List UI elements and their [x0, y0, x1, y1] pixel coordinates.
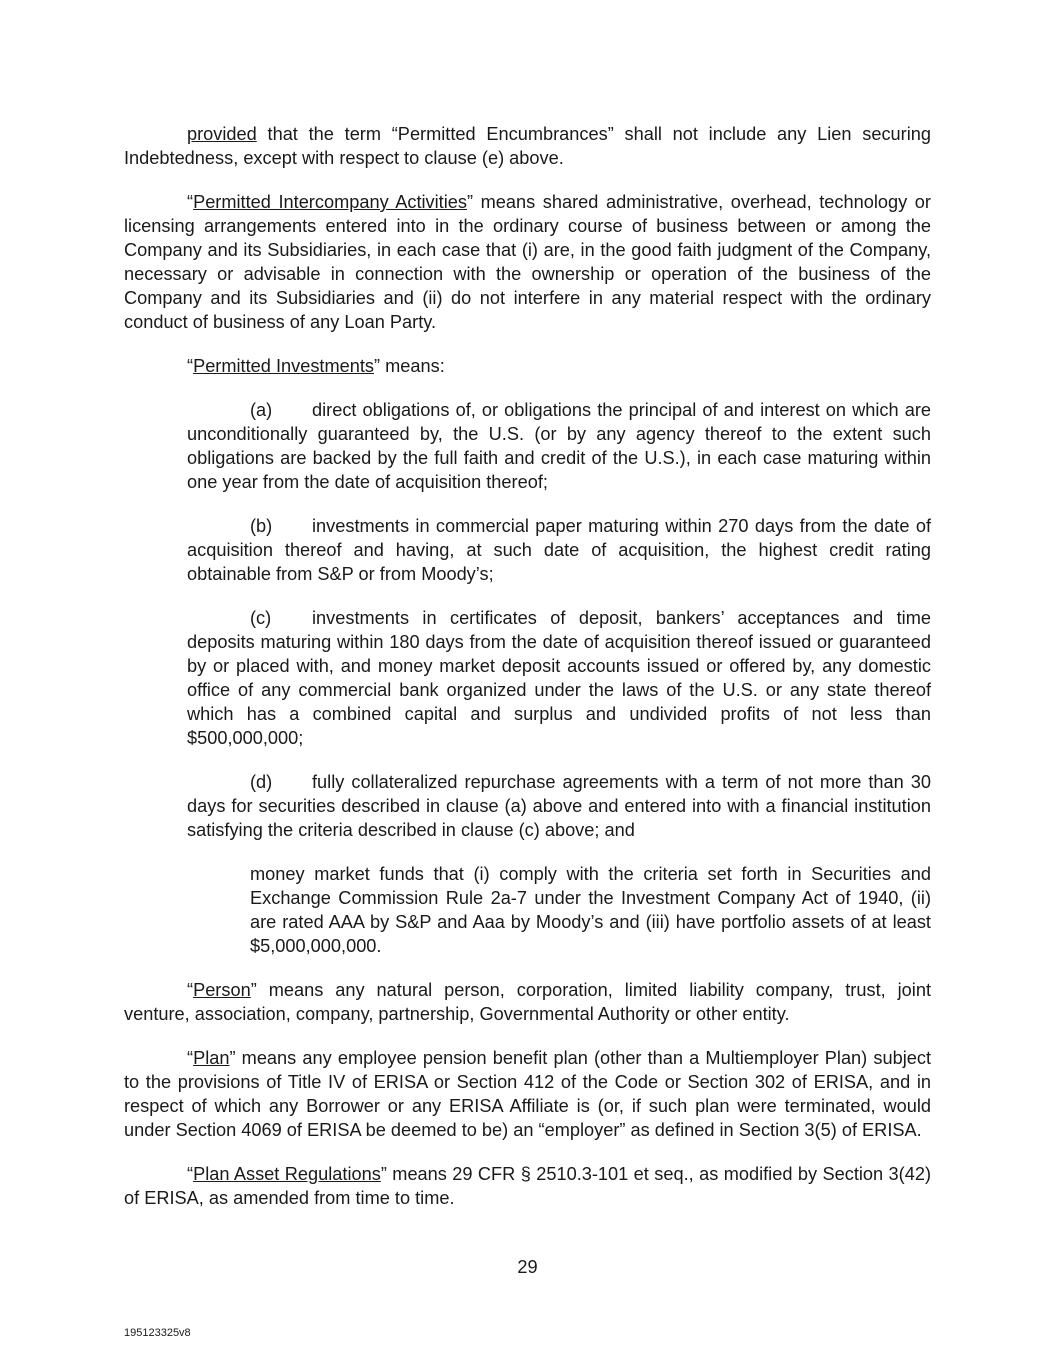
definition-text: ” means any employee pension benefit plan (other than a Multiemployer Plan) subject to the provisions of Title IV of ERISA or Section 412 of the Code or Section 302 of ERISA, and in respect of which any Borrower or any ERISA Affiliate is (or, if such plan were terminated, would under Section 4069 of ERISA be deemed to be) an “employer” as defined in Section 3(5) of ERISA.: [124, 1048, 931, 1140]
definition-plan: [124, 1046, 931, 1142]
open-quote: “: [187, 1164, 194, 1184]
defined-term: Permitted Intercompany Activities: [193, 192, 467, 212]
clause-label: (d): [250, 772, 273, 792]
definition-person: [124, 978, 931, 1026]
defined-term: Plan Asset Regulations: [193, 1164, 381, 1184]
open-quote: “: [187, 356, 194, 376]
clause-text: investments in certificates of deposit, bankers’ acceptances and time deposits maturing within 180 days from the date of acquisition thereof issued or guaranteed by or placed with, and money market deposit accounts issued or offered by, any domestic office of any commercial bank organized under the laws of the U.S. or any state thereof which has a combined capital and surplus and undivided profits of not less than $500,000,000;: [187, 608, 931, 748]
clause-a: [187, 398, 931, 494]
definition-plan-asset-regulations: [124, 1162, 931, 1210]
clause-text: fully collateralized repurchase agreements with a term of not more than 30 days for securities described in clause (a) above and entered into with a financial institution satisfying the criteria described in clause (c) above; and: [187, 772, 931, 840]
document-id: 195123325v8: [124, 1327, 191, 1339]
paragraph-text: that the term “Permitted Encumbrances” shall not include any Lien securing Indebtedness, except with respect to clause (e) above.: [124, 124, 931, 168]
clause-label: (a): [250, 400, 273, 420]
defined-term: Permitted Investments: [193, 356, 374, 376]
defined-term: Person: [193, 980, 251, 1000]
clause-b: [187, 514, 931, 586]
open-quote: “: [187, 192, 194, 212]
clause-c: [187, 606, 931, 750]
document-body: [124, 122, 931, 1230]
definition-permitted-investments: [124, 354, 931, 378]
defined-term: Plan: [193, 1048, 230, 1068]
defined-term: provided: [187, 124, 257, 144]
clause-label: (b): [250, 516, 273, 536]
open-quote: “: [187, 1048, 194, 1068]
clause-text: direct obligations of, or obligations the principal of and interest on which are unconditionally guaranteed by, the U.S. (or by any agency thereof to the extent such obligations are backed by the full faith and credit of the U.S.), in each case maturing within one year from the date of acquisition thereof;: [187, 400, 931, 492]
definition-text: ” means:: [374, 356, 445, 376]
definition-permitted-intercompany-activities: [124, 190, 931, 334]
page-number: 29: [517, 1257, 538, 1277]
clause-money-market-funds: money market funds that (i) comply with the criteria set forth in Securities and Exchange Commission Rule 2a-7 under the Investment Company Act of 1940, (ii) are rated AAA by S&P and Aaa by Moody’s and (iii) have portfolio assets of at least $5,000,000,000.: [250, 864, 931, 956]
clause-label: (c): [250, 608, 272, 628]
paragraph-provided: [124, 122, 931, 170]
open-quote: “: [187, 980, 194, 1000]
clause-text: investments in commercial paper maturing within 270 days from the date of acquisition thereof and having, at such date of acquisition, the highest credit rating obtainable from S&P or from Moody’s;: [187, 516, 931, 584]
definition-text: ” means 29 CFR § 2510.3-101 et seq., as modified by Section 3(42) of ERISA, as amended from time to time.: [124, 1164, 932, 1208]
clause-d: [187, 770, 931, 842]
definition-text: ” means shared administrative, overhead, technology or licensing arrangements entered into in the ordinary course of business between or among the Company and its Subsidiaries, in each case that (i) are, in the good faith judgment of the Company, necessary or advisable in connection with the ownership or operation of the business of the Company and its Subsidiaries and (ii) do not interfere in any material respect with the ordinary conduct of business of any Loan Party.: [124, 192, 931, 332]
definition-text: ” means any natural person, corporation, limited liability company, trust, joint venture, association, company, partnership, Governmental Authority or other entity.: [124, 980, 931, 1024]
